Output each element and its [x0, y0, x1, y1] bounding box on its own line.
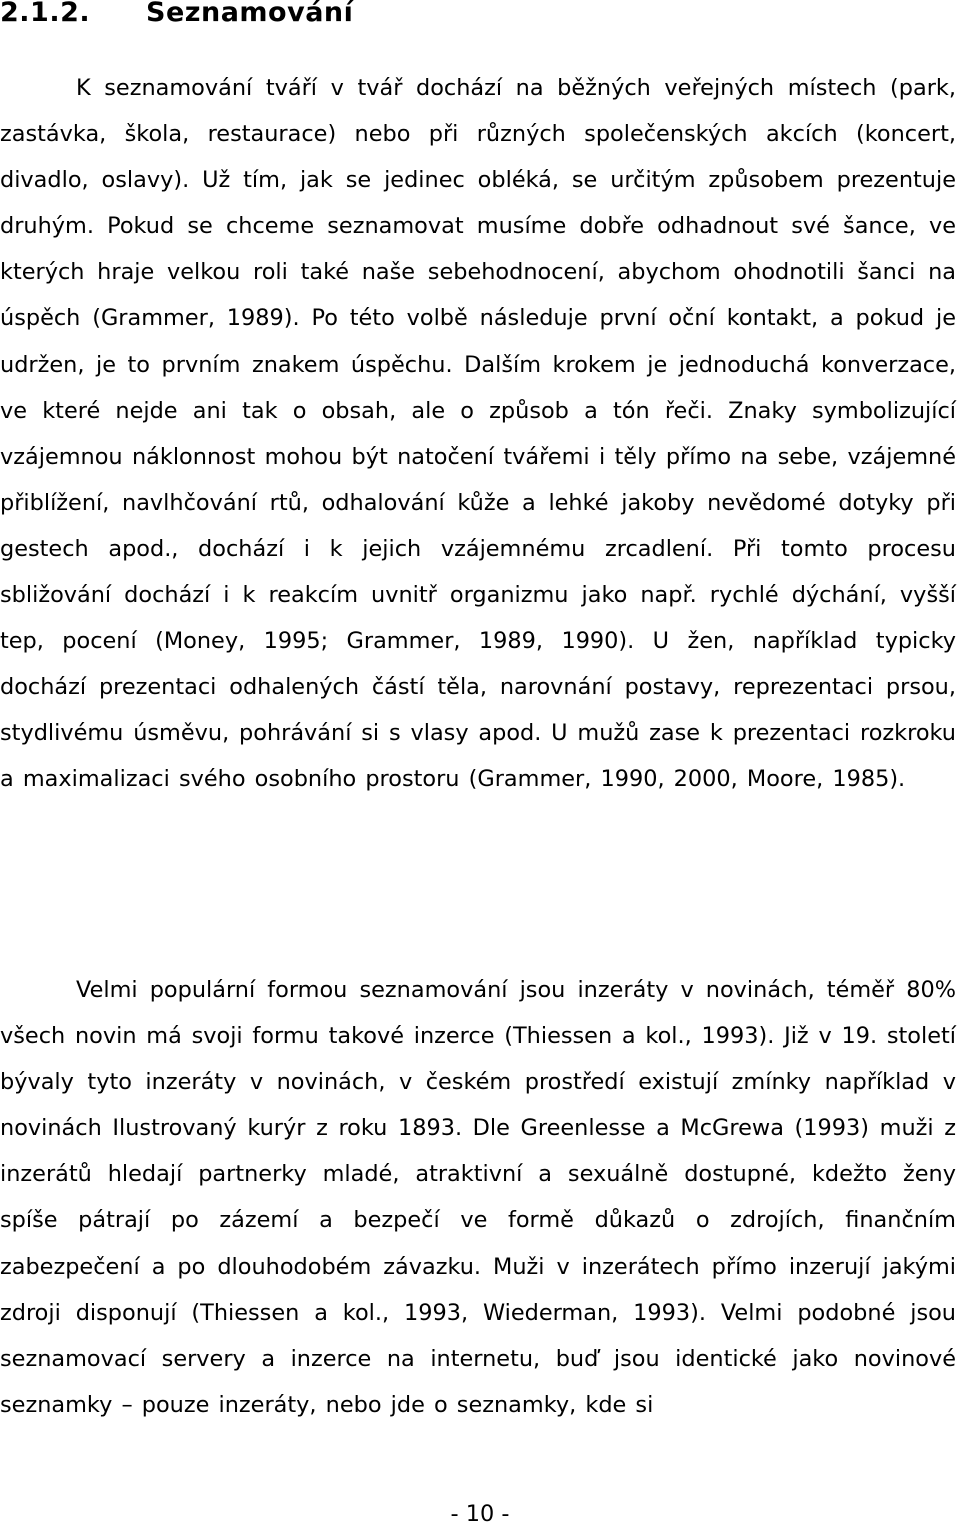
- section-title: Seznamování: [146, 0, 354, 28]
- section-heading: [0, 0, 353, 32]
- page-number: - 10 -: [450, 1501, 510, 1527]
- body-paragraph: K seznamování tváří v tvář dochází na běžných veřejných místech (park, zastávka, škola, restaurace) nebo při různých společenských akcích (koncert, divadlo, oslavy). Už tím, jak se jedinec obléká, se určitým způsobem prezentuje druhým. Pokud se chceme seznamovat musíme dobře odhadnout své šance, ve kterých hraje velkou roli také naše sebehodnocení, abychom ohodnotili šanci na úspěch (Grammer, 1989). Po této volbě následuje první oční kontakt, a pokud je udržen, je to prvním znakem úspěchu. Dalším krokem je jednoduchá konverzace, ve které nejde ani tak o obsah, ale o způsob a tón řeči. Znaky symbolizující vzájemnou náklonnost mohou být natočení tvářemi i těly přímo na sebe, vzájemné přiblížení, navlhčování rtů, odhalování kůže a lehké jakoby nevědomé dotyky při gestech apod., dochází i k jejich vzájemnému zrcadlení. Při tomto procesu sbližování dochází i k reakcím uvnitř organizmu jako např. rychlé dýchání, vyšší tep, pocení (Money, 1995; Grammer, 1989, 1990). U žen, například typicky dochází prezentaci odhalených částí těla, narovnání postavy, reprezentaci prsou, stydlivému úsměvu, pohrávání si s vlasy apod. U mužů zase k prezentaci rozkroku a maximalizaci svého osobního prostoru (Grammer, 1990, 2000, Moore, 1985).: [0, 75, 956, 793]
- section-number: 2.1.2.: [0, 0, 91, 28]
- body-paragraph: Velmi populární formou seznamování jsou inzeráty v novinách, téměř 80% všech novin má svoji formu takové inzerce (Thiessen a kol., 1993). Již v 19. století bývaly tyto inzeráty v novinách, v českém prostředí existují zmínky například v novinách Ilustrovaný kurýr z roku 1893. Dle Greenlesse a McGrewa (1993) muži z inzerátů hledají partnerky mladé, atraktivní a sexuálně dostupné, kdežto ženy spíše pátrají po zázemí a bezpečí ve formě důkazů o zdrojích, finančním zabezpečení a po dlouhodobém závazku. Muži v inzerátech přímo inzerují jakými zdroji disponují (Thiessen a kol., 1993, Wiederman, 1993). Velmi podobné jsou seznamovací servery a inzerce na internetu, buď jsou identické jako novinové seznamky – pouze inzeráty, nebo jde o seznamky, kde si: [0, 977, 956, 1418]
